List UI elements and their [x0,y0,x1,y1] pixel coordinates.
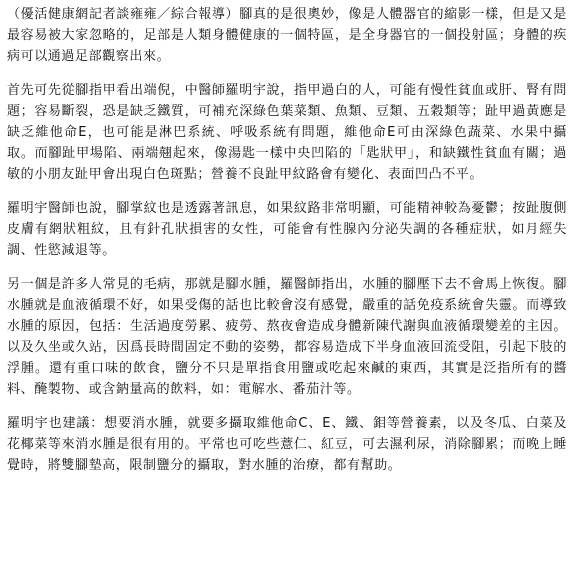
article-paragraph-toenails: 首先可先從腳指甲看出端倪，中醫師羅明宇說，指甲過白的人，可能有慢性貧血或肝、腎有問題；容易斷裂，恐是缺乏鐵質，可補充深綠色葉菜類、魚類、豆類、五穀類等；趾甲過黃應是缺乏維他命E，也可能是淋巴系統、呼吸系統有問題，維他命E可由深綠色蔬菜、水果中攝取。而腳趾甲場陷、兩端翹起來，像湯匙一樣中央凹陷的「匙狀甲」，和缺鐵性貧血有關；過敏的小朋友趾甲會出現白色斑點；營養不良趾甲紋路會有變化、表面凹凸不平。 [7,83,567,182]
article-paragraph-sole-lines: 羅明宇醫師也說，腳掌紋也是透露著訊息，如果紋路非常明顯，可能精神較為憂鬱；按趾腹側皮膚有網狀粗紋，且有針孔狀損害的女性，可能會有性腺內分泌失調的各種症狀，如月經失調、性慾減退等。 [7,201,567,258]
article-paragraph-intro: （優活健康網記者談雍雍／綜合報導）腳真的是很奧妙，像是人體器官的縮影一樣，但是又是最容易被大家忽略的，足部是人類身體健康的一個特區，是全身器官的一個投射區；身體的疾病可以通過足部觀察出來。 [7,7,567,64]
article-paragraph-edema: 另一個是許多人常見的毛病，那就是腳水腫，羅醫師指出，水腫的腳壓下去不會馬上恢復。腳水腫就是血液循環不好，如果受傷的話也比較會沒有感覺，嚴重的話免疫系統會失靈。而導致水腫的原因，包括：生活過度勞累、疲勞、熬夜會造成身體新陳代謝與血液循環變差的主因。以及久坐或久站，因爲長時間固定不動的姿勢，都容易造成下半身血液回流受阻，引起下肢的浮腫。還有重口味的飲食，鹽分不只是單指食用鹽或吃起來鹹的東西，其實是泛指所有的醬料、醃製物、或含鈉量高的飲料，如：電解水、番茄汁等。 [7,277,567,397]
article-paragraph-advice: 羅明宇也建議：想要消水腫，就要多攝取維他命C、E、鐵、鉬等營養素，以及冬瓜、白菜及花椰菜等來消水腫是很有用的。平常也可吃些薏仁、紅豆，可去濕利尿，消除腳累；而晚上睡覺時，將雙腳墊高，限制鹽分的攝取，對水腫的治療，都有幫助。 [7,416,567,473]
